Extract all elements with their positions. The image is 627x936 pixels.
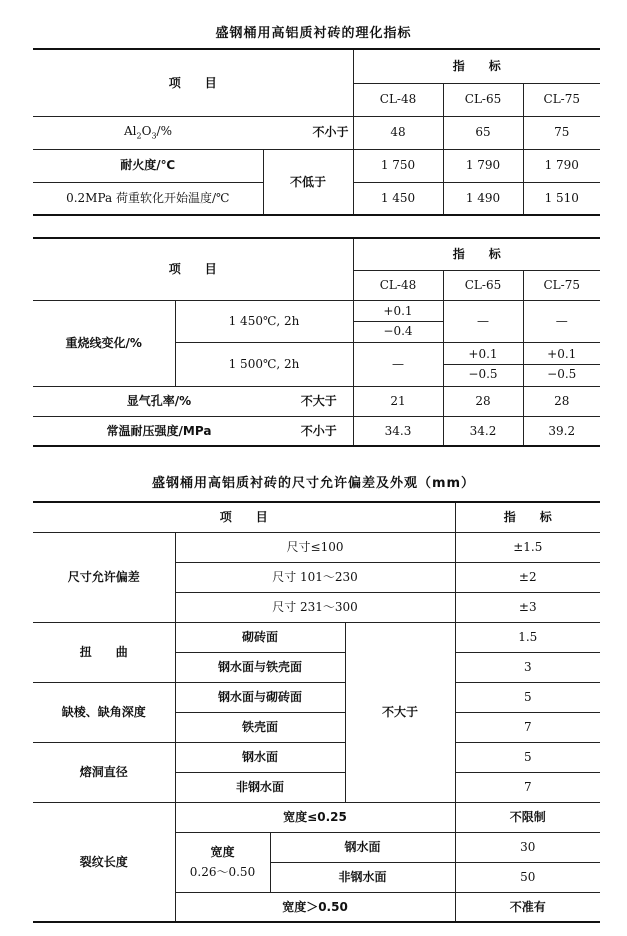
table3-value: ±3 [455, 592, 600, 622]
table1-cell: 48 [353, 116, 443, 149]
table3-hole-row: 非钢水面 [175, 772, 345, 802]
table3-value: 30 [455, 832, 600, 862]
table2-reheat-condition: 1 450℃, 2h [175, 300, 353, 342]
table3-crack-mid-label: 宽度 0.26～0.50 [175, 832, 270, 892]
table2-cell: — [443, 300, 523, 342]
table3-size-row: 尺寸 101～230 [175, 562, 455, 592]
table3-value: 5 [455, 742, 600, 772]
table3-warp-row: 钢水面与铁壳面 [175, 652, 345, 682]
table3-title: 盛钢桶用高铝质衬砖的尺寸允许偏差及外观（mm） [151, 476, 476, 491]
table3-header-item: 项 目 [33, 502, 455, 532]
table1-row-al2o3-qualifier: 不小于 [263, 116, 353, 149]
table3-edge-row: 铁壳面 [175, 712, 345, 742]
table3-value: ±1.5 [455, 532, 600, 562]
table1-cell: 1 790 [523, 149, 600, 182]
table2-header-index: 指 标 [353, 238, 600, 270]
table2 [33, 237, 600, 447]
table3-size-row: 尺寸≤100 [175, 532, 455, 562]
table3-value: ±2 [455, 562, 600, 592]
table3-size-row: 尺寸 231～300 [175, 592, 455, 622]
table3-qualifier: 不大于 [345, 622, 455, 802]
table3-hole-label: 熔洞直径 [33, 742, 175, 802]
table3-value: 50 [455, 862, 600, 892]
table1-title: 盛钢桶用高铝质衬砖的理化指标 [215, 26, 412, 41]
table3-warp-label: 扭 曲 [33, 622, 175, 682]
table2-header-item: 项 目 [33, 238, 353, 300]
table2-porosity-label: 显气孔率/% [33, 386, 285, 416]
table2-cell: 28 [443, 386, 523, 416]
table1-grade-cl75: CL-75 [523, 83, 600, 116]
table1-cell: 1 790 [443, 149, 523, 182]
table1-cell: 1 510 [523, 182, 600, 215]
table1-row-softening-label: 0.2MPa 荷重软化开始温度/℃ [33, 182, 263, 215]
table3-value: 7 [455, 712, 600, 742]
table3-crack-row: 钢水面 [270, 832, 455, 862]
table3-crack-row: 非钢水面 [270, 862, 455, 892]
table3-size-label: 尺寸允许偏差 [33, 532, 175, 622]
table2-cell: 21 [353, 386, 443, 416]
table1 [33, 48, 600, 216]
table1-cell: 1 490 [443, 182, 523, 215]
table3-value: 7 [455, 772, 600, 802]
table2-cell: +0.1 −0.5 [523, 342, 600, 386]
table2-reheat-label: 重烧线变化/% [33, 300, 175, 386]
table1-header-item: 项 目 [33, 49, 353, 116]
table1-row-refractoriness-label: 耐火度/℃ [33, 149, 263, 182]
table3-edge-label: 缺棱、缺角深度 [33, 682, 175, 742]
table3-value: 不限制 [455, 802, 600, 832]
table2-cell: +0.1 −0.4 [353, 300, 443, 342]
table3-value: 3 [455, 652, 600, 682]
table3-warp-row: 砌砖面 [175, 622, 345, 652]
table1-qualifier-shared: 不低于 [263, 149, 353, 215]
table1-grade-cl65: CL-65 [443, 83, 523, 116]
table2-strength-label: 常温耐压强度/MPa [33, 416, 285, 446]
table2-reheat-condition: 1 500℃, 2h [175, 342, 353, 386]
table1-cell: 75 [523, 116, 600, 149]
table3-value: 5 [455, 682, 600, 712]
table3-value: 不准有 [455, 892, 600, 922]
table1-grade-cl48: CL-48 [353, 83, 443, 116]
table2-strength-qualifier: 不小于 [285, 416, 353, 446]
table3 [33, 501, 600, 923]
table2-cell: 34.3 [353, 416, 443, 446]
table1-cell: 65 [443, 116, 523, 149]
table2-cell: 34.2 [443, 416, 523, 446]
table2-grade-cl48: CL-48 [353, 270, 443, 300]
table3-crack-row: 宽度≤0.25 [175, 802, 455, 832]
table3-header-index: 指 标 [455, 502, 600, 532]
table3-edge-row: 钢水面与砌砖面 [175, 682, 345, 712]
table3-value: 1.5 [455, 622, 600, 652]
table1-row-al2o3-label: $Al_2O_3/\%$ [33, 116, 263, 149]
table3-crack-row: 宽度＞0.50 [175, 892, 455, 922]
table1-cell: 1 450 [353, 182, 443, 215]
table2-grade-cl75: CL-75 [523, 270, 600, 300]
table3-hole-row: 钢水面 [175, 742, 345, 772]
table2-cell: +0.1 −0.5 [443, 342, 523, 386]
table1-cell: 1 750 [353, 149, 443, 182]
table2-cell: — [353, 342, 443, 386]
table2-grade-cl65: CL-65 [443, 270, 523, 300]
table3-crack-label: 裂纹长度 [33, 802, 175, 922]
table2-cell: 39.2 [523, 416, 600, 446]
table2-cell: 28 [523, 386, 600, 416]
table2-cell: — [523, 300, 600, 342]
table1-header-index: 指 标 [353, 49, 600, 83]
table2-porosity-qualifier: 不大于 [285, 386, 353, 416]
